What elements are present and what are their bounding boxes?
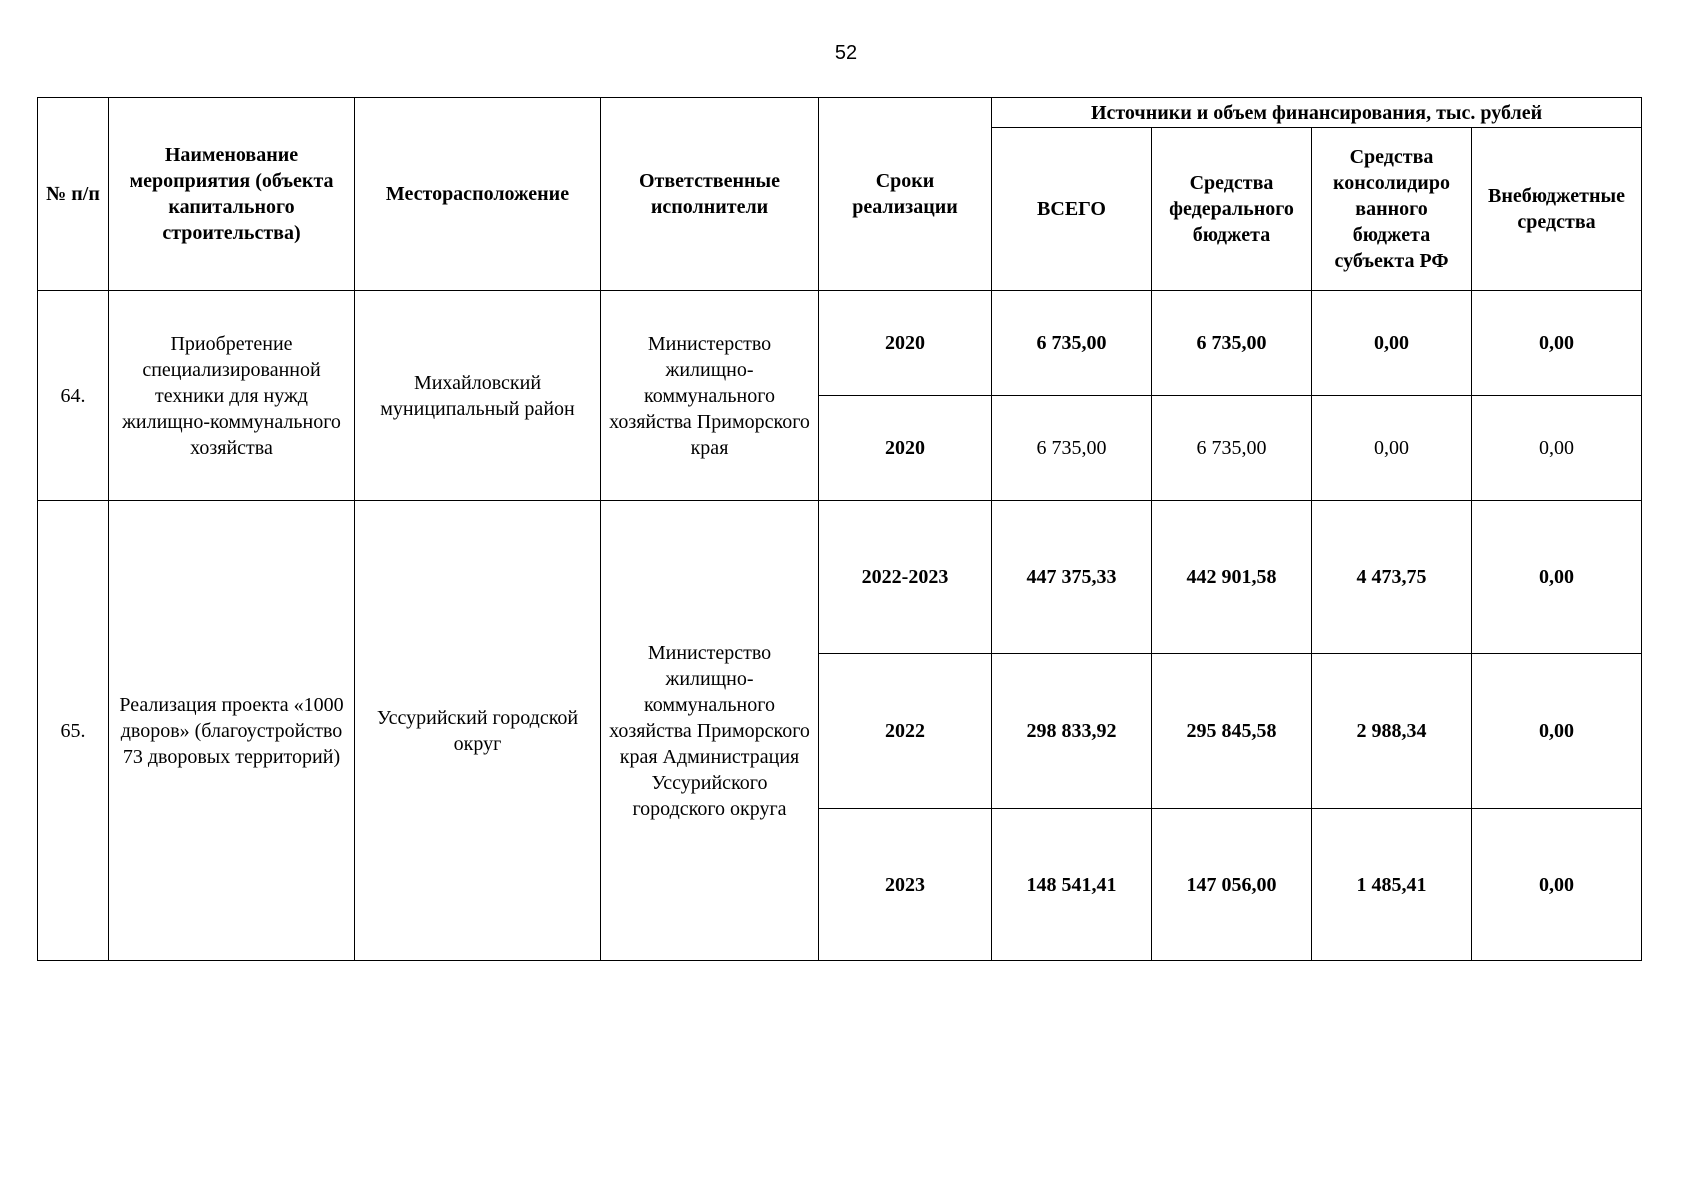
cell-federal: 295 845,58 (1152, 654, 1312, 809)
row-name: Приобретение специализированной техники для нужд жилищно-коммунального хозяйства (109, 291, 355, 501)
cell-federal: 442 901,58 (1152, 501, 1312, 654)
header-federal: Средства федерального бюджета (1152, 128, 1312, 291)
cell-total: 148 541,41 (992, 809, 1152, 961)
cell-extrabudget: 0,00 (1472, 809, 1642, 961)
cell-extrabudget: 0,00 (1472, 396, 1642, 501)
row-location: Михайловский муниципальный район (355, 291, 601, 501)
cell-extrabudget: 0,00 (1472, 501, 1642, 654)
row-num: 65. (38, 501, 109, 961)
row-responsible: Министерство жилищно-коммунального хозяйства Приморского края (601, 291, 819, 501)
header-consolidated: Средства консолидиро ванного бюджета субъекта РФ (1312, 128, 1472, 291)
cell-period: 2020 (819, 291, 992, 396)
header-extrabudget: Внебюджетные средства (1472, 128, 1642, 291)
cell-period: 2020 (819, 396, 992, 501)
cell-federal: 6 735,00 (1152, 396, 1312, 501)
row-name: Реализация проекта «1000 дворов» (благоустройство 73 дворовых территорий) (109, 501, 355, 961)
cell-extrabudget: 0,00 (1472, 291, 1642, 396)
cell-total: 447 375,33 (992, 501, 1152, 654)
cell-total: 298 833,92 (992, 654, 1152, 809)
header-responsible: Ответственные исполнители (601, 98, 819, 291)
row-num: 64. (38, 291, 109, 501)
cell-consolidated: 0,00 (1312, 396, 1472, 501)
header-num: № п/п (38, 98, 109, 291)
cell-period: 2022-2023 (819, 501, 992, 654)
cell-federal: 147 056,00 (1152, 809, 1312, 961)
header-sources: Источники и объем финансирования, тыс. рублей (992, 98, 1642, 128)
header-period: Сроки реализации (819, 98, 992, 291)
cell-total: 6 735,00 (992, 396, 1152, 501)
row-location: Уссурийский городской округ (355, 501, 601, 961)
cell-period: 2023 (819, 809, 992, 961)
header-row-top (38, 98, 1642, 128)
page-number: 52 (834, 42, 858, 64)
cell-period: 2022 (819, 654, 992, 809)
cell-consolidated: 2 988,34 (1312, 654, 1472, 809)
cell-consolidated: 1 485,41 (1312, 809, 1472, 961)
cell-total: 6 735,00 (992, 291, 1152, 396)
header-location: Месторасположение (355, 98, 601, 291)
cell-consolidated: 0,00 (1312, 291, 1472, 396)
table-row (38, 501, 1642, 654)
header-name: Наименование мероприятия (объекта капитального строительства) (109, 98, 355, 291)
header-total: ВСЕГО (992, 128, 1152, 291)
cell-federal: 6 735,00 (1152, 291, 1312, 396)
cell-consolidated: 4 473,75 (1312, 501, 1472, 654)
table-row (38, 291, 1642, 396)
row-responsible: Министерство жилищно-коммунального хозяйства Приморского края Администрация Уссурийского городского округа (601, 501, 819, 961)
cell-extrabudget: 0,00 (1472, 654, 1642, 809)
financing-table (37, 97, 1642, 961)
